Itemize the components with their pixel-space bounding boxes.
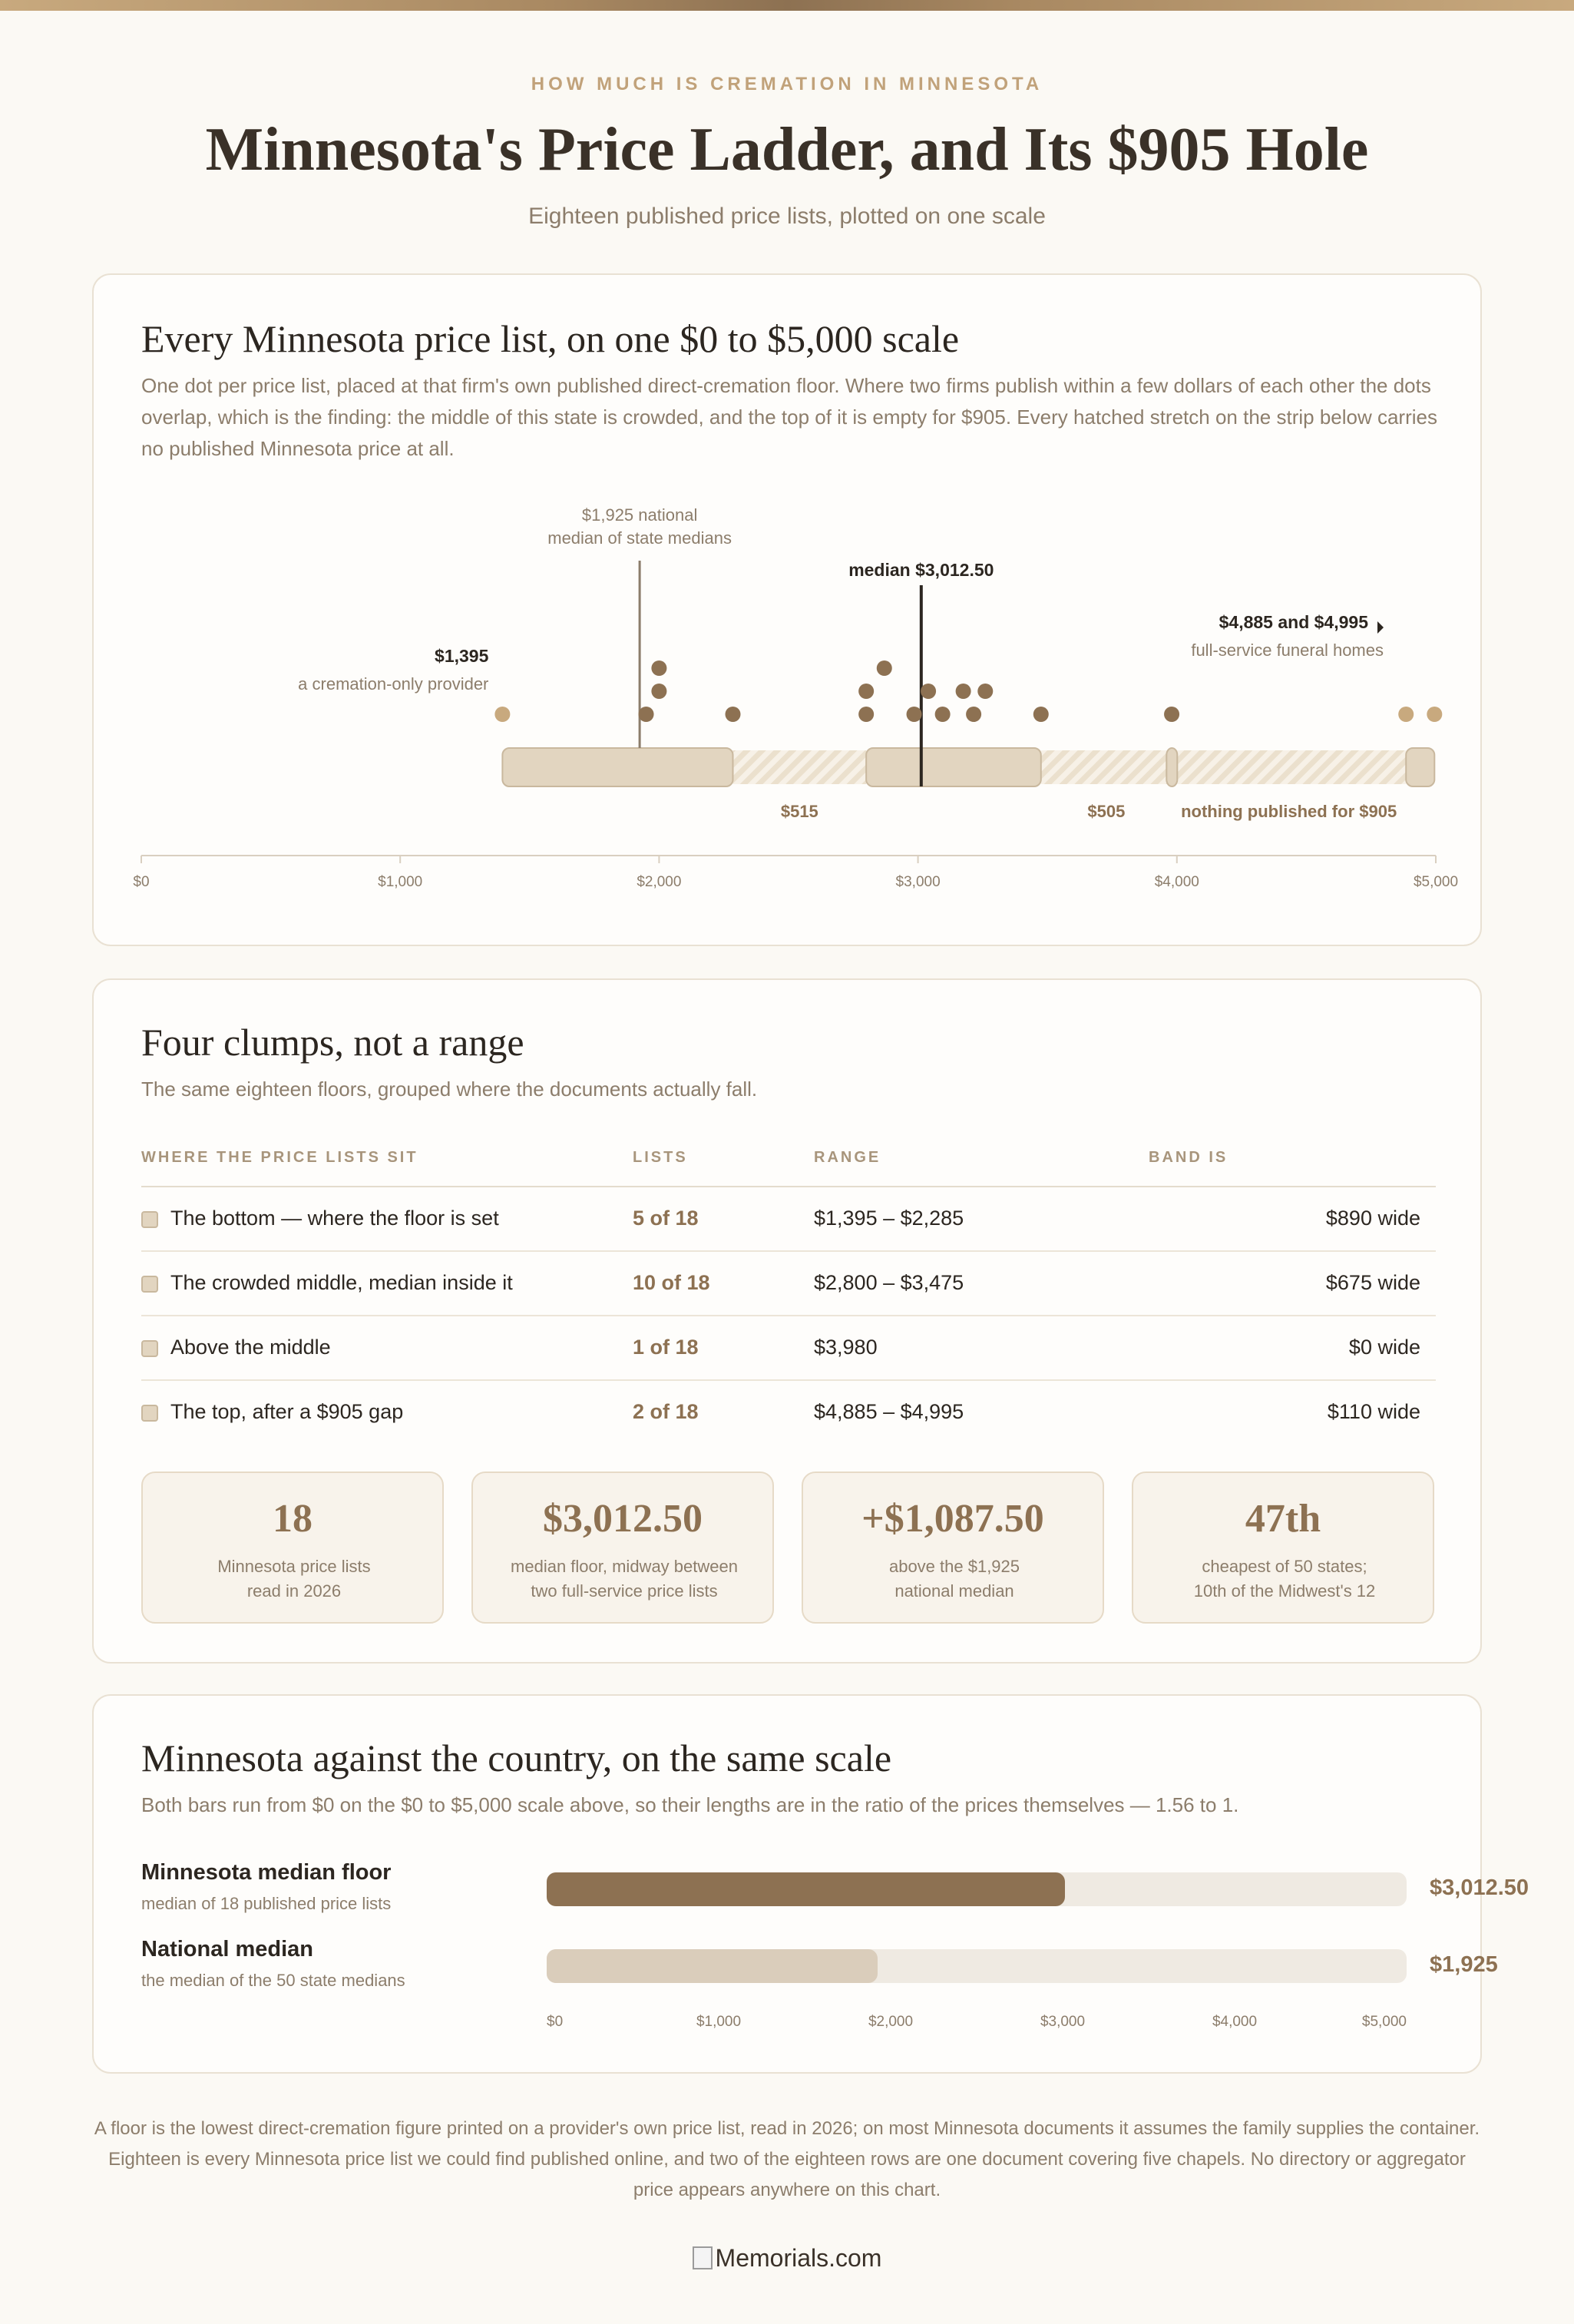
x-tick-label: $0 — [133, 874, 150, 890]
row-label: The bottom — where the floor is set — [170, 1207, 499, 1230]
price-dot — [877, 660, 892, 676]
footnote: A floor is the lowest direct-cremation figure printed on a provider's own price list, read in 2026; on most Minnesota documents it assumes the family supplies the container. Eighteen is every Minnesota price list we could find published online, and two of the eighteen rows are one document covering five chapels. No directory or aggregator price appears anywhere on this chart. — [94, 2118, 1480, 2200]
eyebrow: HOW MUCH IS CREMATION IN MINNESOTA — [531, 74, 1043, 94]
price-dot — [639, 707, 654, 722]
stat-label: cheapest of 50 states; 10th of the Midwest's 12 — [1193, 1557, 1376, 1601]
stat-card-difference — [802, 1472, 1104, 1624]
stat-card-rank — [1132, 1472, 1434, 1624]
comparison-card — [92, 1694, 1529, 2074]
comparison-title: Minnesota against the country, on the same scale — [141, 1736, 892, 1779]
price-dot — [726, 707, 741, 722]
page-subtitle: Eighteen published price lists, plotted on one scale — [528, 204, 1046, 229]
price-dot — [651, 684, 666, 699]
bar-track — [547, 1949, 1407, 1983]
table-row — [141, 1381, 1436, 1445]
top-accent-bar — [0, 0, 1574, 11]
bar-national — [547, 1949, 878, 1983]
stat-label: median floor, midway between two full-service price lists — [511, 1557, 738, 1601]
price-band — [502, 748, 732, 786]
row-label: The top, after a $905 gap — [170, 1400, 404, 1423]
gap-label: nothing published for $905 — [1181, 802, 1397, 821]
table-row — [141, 1187, 1436, 1252]
column-header-band: BAND IS — [1149, 1149, 1228, 1166]
national-median-label: median of state medians — [547, 528, 732, 548]
clumps-table — [141, 1149, 1436, 1445]
minnesota-median-label: median $3,012.50 — [848, 560, 994, 580]
row-range: $2,800 – $3,475 — [814, 1271, 964, 1294]
price-dot — [858, 684, 874, 699]
stat-label: Minnesota price lists read in 2026 — [217, 1557, 371, 1601]
row-width: $890 wide — [1325, 1207, 1420, 1230]
column-header-location: WHERE THE PRICE LISTS SIT — [141, 1149, 418, 1166]
price-dot — [956, 684, 971, 699]
band-swatch — [141, 1211, 158, 1228]
column-header-range: RANGE — [814, 1149, 881, 1166]
price-dot — [921, 684, 936, 699]
price-dot — [935, 707, 951, 722]
stat-value: 47th — [1245, 1497, 1321, 1541]
row-width: $0 wide — [1348, 1336, 1420, 1359]
low-price-sublabel: a cremation-only provider — [298, 674, 489, 694]
arrow-right-icon — [1377, 621, 1384, 634]
price-dot — [1164, 707, 1179, 722]
band-swatch — [141, 1340, 158, 1357]
band-swatch — [141, 1276, 158, 1293]
bar-label-national: National median — [141, 1937, 313, 1961]
stat-card-count — [141, 1472, 444, 1624]
x-tick-label: $1,000 — [378, 874, 423, 890]
page-title: Minnesota's Price Ladder, and Its $905 Hole — [205, 116, 1369, 184]
bar-value-minnesota: $3,012.50 — [1430, 1875, 1529, 1900]
price-dot — [858, 707, 874, 722]
clumps-title: Four clumps, not a range — [141, 1021, 524, 1064]
top-price-label: $4,885 and $4,995 — [1219, 612, 1368, 632]
row-label: The crowded middle, median inside it — [170, 1271, 513, 1294]
row-width: $110 wide — [1327, 1400, 1420, 1423]
bar-label-minnesota: Minnesota median floor — [141, 1860, 392, 1885]
price-ladder-card — [92, 273, 1482, 946]
gap-hatch — [1041, 750, 1172, 784]
comparison-description: Both bars run from $0 on the $0 to $5,000 scale above, so their lengths are in the ratio of the prices themselves — 1.56 to 1. — [141, 1793, 1239, 1816]
table-row — [141, 1252, 1436, 1316]
price-dot — [1033, 707, 1049, 722]
x-tick-label: $2,000 — [637, 874, 682, 890]
price-dot — [651, 660, 666, 676]
bar-axis-tick-label: $2,000 — [868, 2014, 914, 2030]
x-tick-label: $4,000 — [1154, 874, 1199, 890]
price-dot — [966, 707, 981, 722]
top-price-sublabel: full-service funeral homes — [1191, 641, 1384, 660]
stat-value: +$1,087.50 — [861, 1497, 1044, 1541]
broken-image-icon — [693, 2246, 713, 2269]
x-tick-label: $5,000 — [1413, 874, 1459, 890]
price-ladder-description: One dot per price list, placed at that firm's own published direct-cremation floor. Where two firms publish within a few dollars of each other the dots overlap, which is the finding: the middle of this state is crowded, and the top of it is empty for $905. Every hatched stretch on the strip below carries no published Minnesota price at all. — [141, 374, 1437, 460]
price-band — [866, 748, 1041, 786]
memorials-logo[interactable]: Memorials.com — [0, 2244, 1574, 2273]
gap-label: $515 — [780, 802, 818, 821]
price-band — [1406, 748, 1434, 786]
bar-axis-tick-label: $4,000 — [1212, 2014, 1258, 2030]
bar-axis-tick-label: $5,000 — [1361, 2014, 1407, 2030]
row-range: $1,395 – $2,285 — [814, 1207, 964, 1230]
price-dot — [907, 707, 922, 722]
stat-card-median — [471, 1472, 774, 1624]
row-label: Above the middle — [170, 1336, 331, 1359]
gap-hatch — [733, 750, 867, 784]
bar-value-national: $1,925 — [1430, 1952, 1498, 1977]
row-count: 1 of 18 — [633, 1336, 699, 1359]
stat-label: above the $1,925 national median — [888, 1557, 1020, 1601]
gap-label: $505 — [1087, 802, 1126, 821]
bar-axis-tick-label: $1,000 — [696, 2014, 742, 2030]
clumps-card — [92, 978, 1482, 1664]
row-range: $3,980 — [814, 1336, 878, 1359]
bar-minnesota — [547, 1872, 1065, 1906]
bar-sublabel-national: the median of the 50 state medians — [141, 1971, 405, 1990]
band-swatch — [141, 1405, 158, 1422]
bar-axis-tick-label: $3,000 — [1040, 2014, 1086, 2030]
bar-track — [547, 1872, 1407, 1906]
national-median-label: $1,925 national — [581, 505, 698, 525]
price-dot — [1398, 707, 1414, 722]
row-count: 2 of 18 — [633, 1400, 699, 1423]
stat-value: $3,012.50 — [543, 1497, 703, 1541]
table-header — [141, 1149, 1436, 1187]
x-tick-label: $3,000 — [895, 874, 941, 890]
dot-strip-chart — [94, 275, 1483, 948]
table-row — [141, 1316, 1436, 1381]
row-range: $4,885 – $4,995 — [814, 1400, 964, 1423]
row-count: 10 of 18 — [633, 1271, 710, 1294]
row-width: $675 wide — [1325, 1271, 1420, 1294]
bar-sublabel-minnesota: median of 18 published price lists — [141, 1894, 392, 1913]
bar-axis-tick-label: $0 — [547, 2014, 564, 2030]
price-dot — [977, 684, 993, 699]
bar-axis — [547, 2014, 1407, 2037]
clumps-description: The same eighteen floors, grouped where the documents actually fall. — [141, 1078, 758, 1101]
stat-value: 18 — [273, 1497, 312, 1541]
price-dot — [494, 707, 510, 722]
low-price-label: $1,395 — [435, 646, 489, 666]
price-band — [1166, 748, 1177, 786]
price-dot — [1427, 707, 1442, 722]
gap-hatch — [1172, 750, 1406, 784]
column-header-lists: LISTS — [633, 1149, 688, 1166]
row-count: 5 of 18 — [633, 1207, 699, 1230]
price-ladder-title: Every Minnesota price list, on one $0 to $5,000 scale — [141, 317, 960, 360]
